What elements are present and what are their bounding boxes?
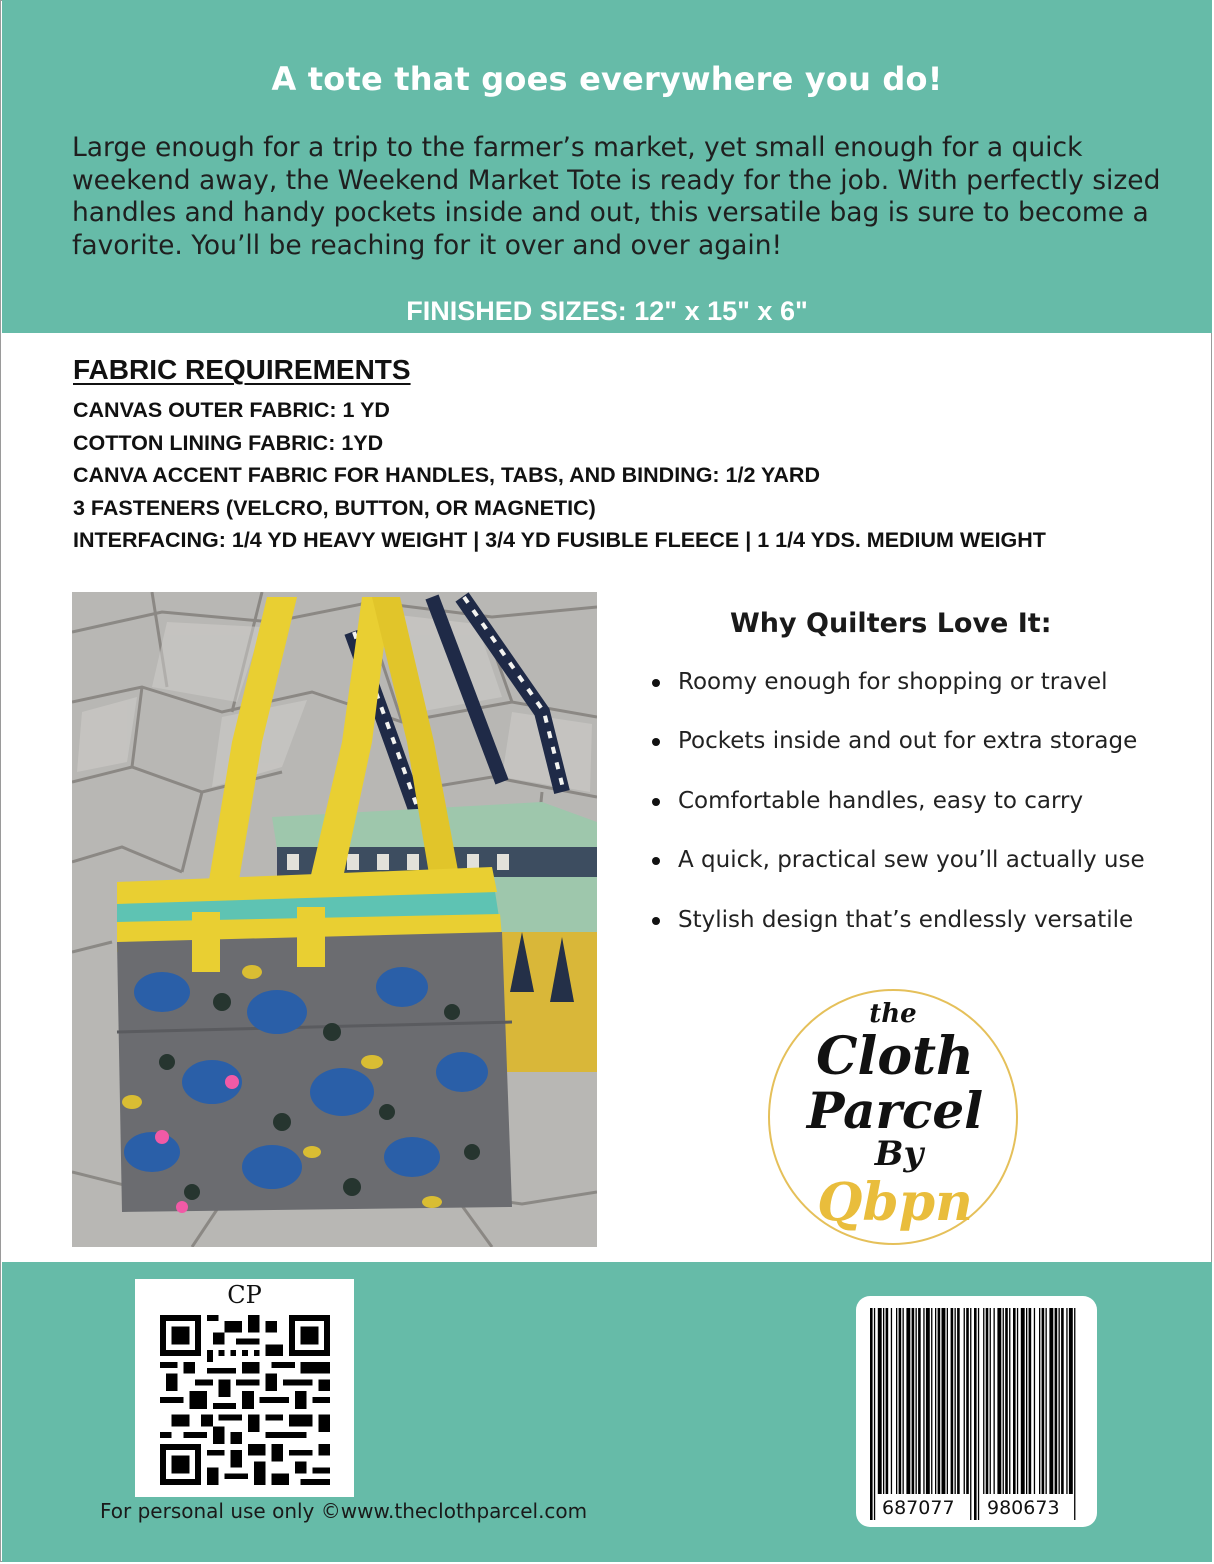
barcode-bar: [990, 1308, 991, 1494]
barcode-bar: [891, 1308, 892, 1494]
barcode-bar: [983, 1308, 984, 1494]
qr-code: [135, 1279, 354, 1497]
logo-text: By: [874, 1134, 924, 1174]
fabric-line: CANVAS OUTER FABRIC: 1 YD: [73, 398, 390, 422]
qr-code-icon: [160, 1315, 330, 1485]
barcode-bar: [912, 1308, 915, 1494]
bullet-icon: [652, 679, 660, 687]
logo-text: the: [869, 999, 917, 1029]
barcode-bar: [1009, 1308, 1010, 1494]
barcode-bar: [964, 1308, 965, 1494]
barcode-bar: [886, 1308, 889, 1494]
barcode-icon: [870, 1308, 1083, 1520]
intro-paragraph: Large enough for a trip to the farmer’s market, yet small enough for a quick weekend away, the Weekend Market Tote is ready for the job. With perfectly sized handles and handy pockets inside and out, this versatile bag is sure to become a favorite. You’ll be reaching for it over and over again!: [72, 132, 1161, 261]
barcode-bar: [957, 1308, 960, 1494]
list-item: [640, 726, 1180, 785]
tote-photo: [72, 592, 597, 1247]
barcode-bar: [1046, 1308, 1047, 1494]
barcode-bar: [938, 1308, 941, 1494]
barcode-bar: [935, 1308, 936, 1494]
barcode-bar: [955, 1308, 956, 1494]
barcode-bar: [1021, 1308, 1025, 1494]
bullet-icon: [652, 798, 660, 806]
list-item-text: Roomy enough for shopping or travel: [678, 669, 1108, 695]
list-item-text: Stylish design that’s endlessly versatile: [678, 906, 1134, 933]
barcode-bar: [974, 1308, 977, 1520]
barcode-bar: [874, 1308, 875, 1520]
list-item: [640, 905, 1180, 964]
barcode-number-right: 980673: [987, 1497, 1060, 1519]
logo-text: Parcel: [806, 1081, 984, 1140]
barcode-bar: [1066, 1308, 1067, 1494]
barcode-numbers: [874, 1497, 1084, 1521]
bullet-icon: [652, 738, 660, 746]
barcode-bar: [947, 1308, 948, 1494]
qr-label: CP: [227, 1281, 262, 1309]
barcode-bar: [994, 1308, 995, 1494]
barcode-bar: [1061, 1308, 1064, 1494]
barcode-bar: [903, 1308, 904, 1494]
barcode-bar: [1026, 1308, 1027, 1494]
barcode-bar: [1017, 1308, 1018, 1494]
list-item-text: Comfortable handles, easy to carry: [678, 787, 1084, 814]
list-item-text: Pockets inside and out for extra storage: [678, 728, 1138, 755]
logo-text: Cloth: [816, 1026, 974, 1087]
why-list: [640, 667, 1180, 964]
fabric-line: CANVA ACCENT FABRIC FOR HANDLES, TABS, AND BINDING: 1/2 YARD: [73, 463, 820, 487]
fabric-line: 3 FASTENERS (VELCRO, BUTTON, OR MAGNETIC): [73, 495, 596, 520]
barcode-bar: [1049, 1308, 1053, 1494]
bullet-icon: [652, 857, 660, 865]
barcode-bar: [878, 1308, 882, 1494]
list-item: [640, 786, 1180, 845]
barcode-bar: [918, 1308, 921, 1494]
barcode-bar: [906, 1308, 910, 1494]
barcode-bar: [931, 1308, 932, 1494]
bullet-icon: [652, 917, 660, 925]
barcode-bar: [966, 1308, 969, 1494]
barcode: [856, 1296, 1097, 1527]
barcode-bar: [1003, 1308, 1004, 1494]
finished-sizes: FINISHED SIZES: 12" x 15" x 6": [406, 296, 808, 326]
barcode-bar: [896, 1308, 897, 1494]
list-item: [640, 667, 1180, 726]
fabric-title: FABRIC REQUIREMENTS: [73, 354, 411, 385]
barcode-bar: [942, 1308, 946, 1494]
barcode-bar: [1039, 1308, 1040, 1494]
barcode-bar: [1034, 1308, 1035, 1494]
barcode-bar: [1074, 1308, 1075, 1520]
barcode-bar: [986, 1308, 989, 1494]
barcode-bar: [1059, 1308, 1060, 1494]
barcode-bar: [1005, 1308, 1008, 1494]
barcode-bar: [899, 1308, 902, 1494]
barcode-bar: [926, 1308, 930, 1494]
headline: A tote that goes everywhere you do!: [271, 60, 943, 98]
why-title: Why Quilters Love It:: [730, 608, 1052, 639]
barcode-number-left: 687077: [882, 1497, 955, 1519]
brand-logo: [767, 988, 1019, 1246]
barcode-bar: [1042, 1308, 1045, 1494]
logo-text: Qbpn: [817, 1172, 973, 1233]
list-item: [640, 845, 1180, 904]
barcode-bar: [1055, 1308, 1058, 1494]
list-item-text: A quick, practical sew you’ll actually use: [678, 847, 1145, 874]
barcode-bar: [1029, 1308, 1032, 1494]
barcode-bar: [970, 1308, 971, 1520]
barcode-bar: [1013, 1308, 1016, 1494]
barcode-bar: [923, 1308, 924, 1494]
barcode-bar: [883, 1308, 884, 1494]
personal-use-notice: For personal use only ©www.theclothparcel.com: [100, 1499, 588, 1523]
fabric-requirements: [73, 354, 1203, 557]
why-section: [640, 608, 1180, 964]
barcode-bar: [978, 1308, 979, 1520]
barcode-bar: [997, 1308, 1001, 1494]
barcode-bar: [870, 1308, 873, 1520]
barcode-bar: [916, 1308, 917, 1494]
fabric-line: COTTON LINING FABRIC: 1YD: [73, 430, 384, 455]
fabric-line: INTERFACING: 1/4 YD HEAVY WEIGHT | 3/4 YD FUSIBLE FLEECE | 1 1/4 YDS. MEDIUM WEIGHT: [73, 528, 1046, 552]
barcode-bar: [951, 1308, 954, 1494]
barcode-bar: [1069, 1308, 1073, 1494]
